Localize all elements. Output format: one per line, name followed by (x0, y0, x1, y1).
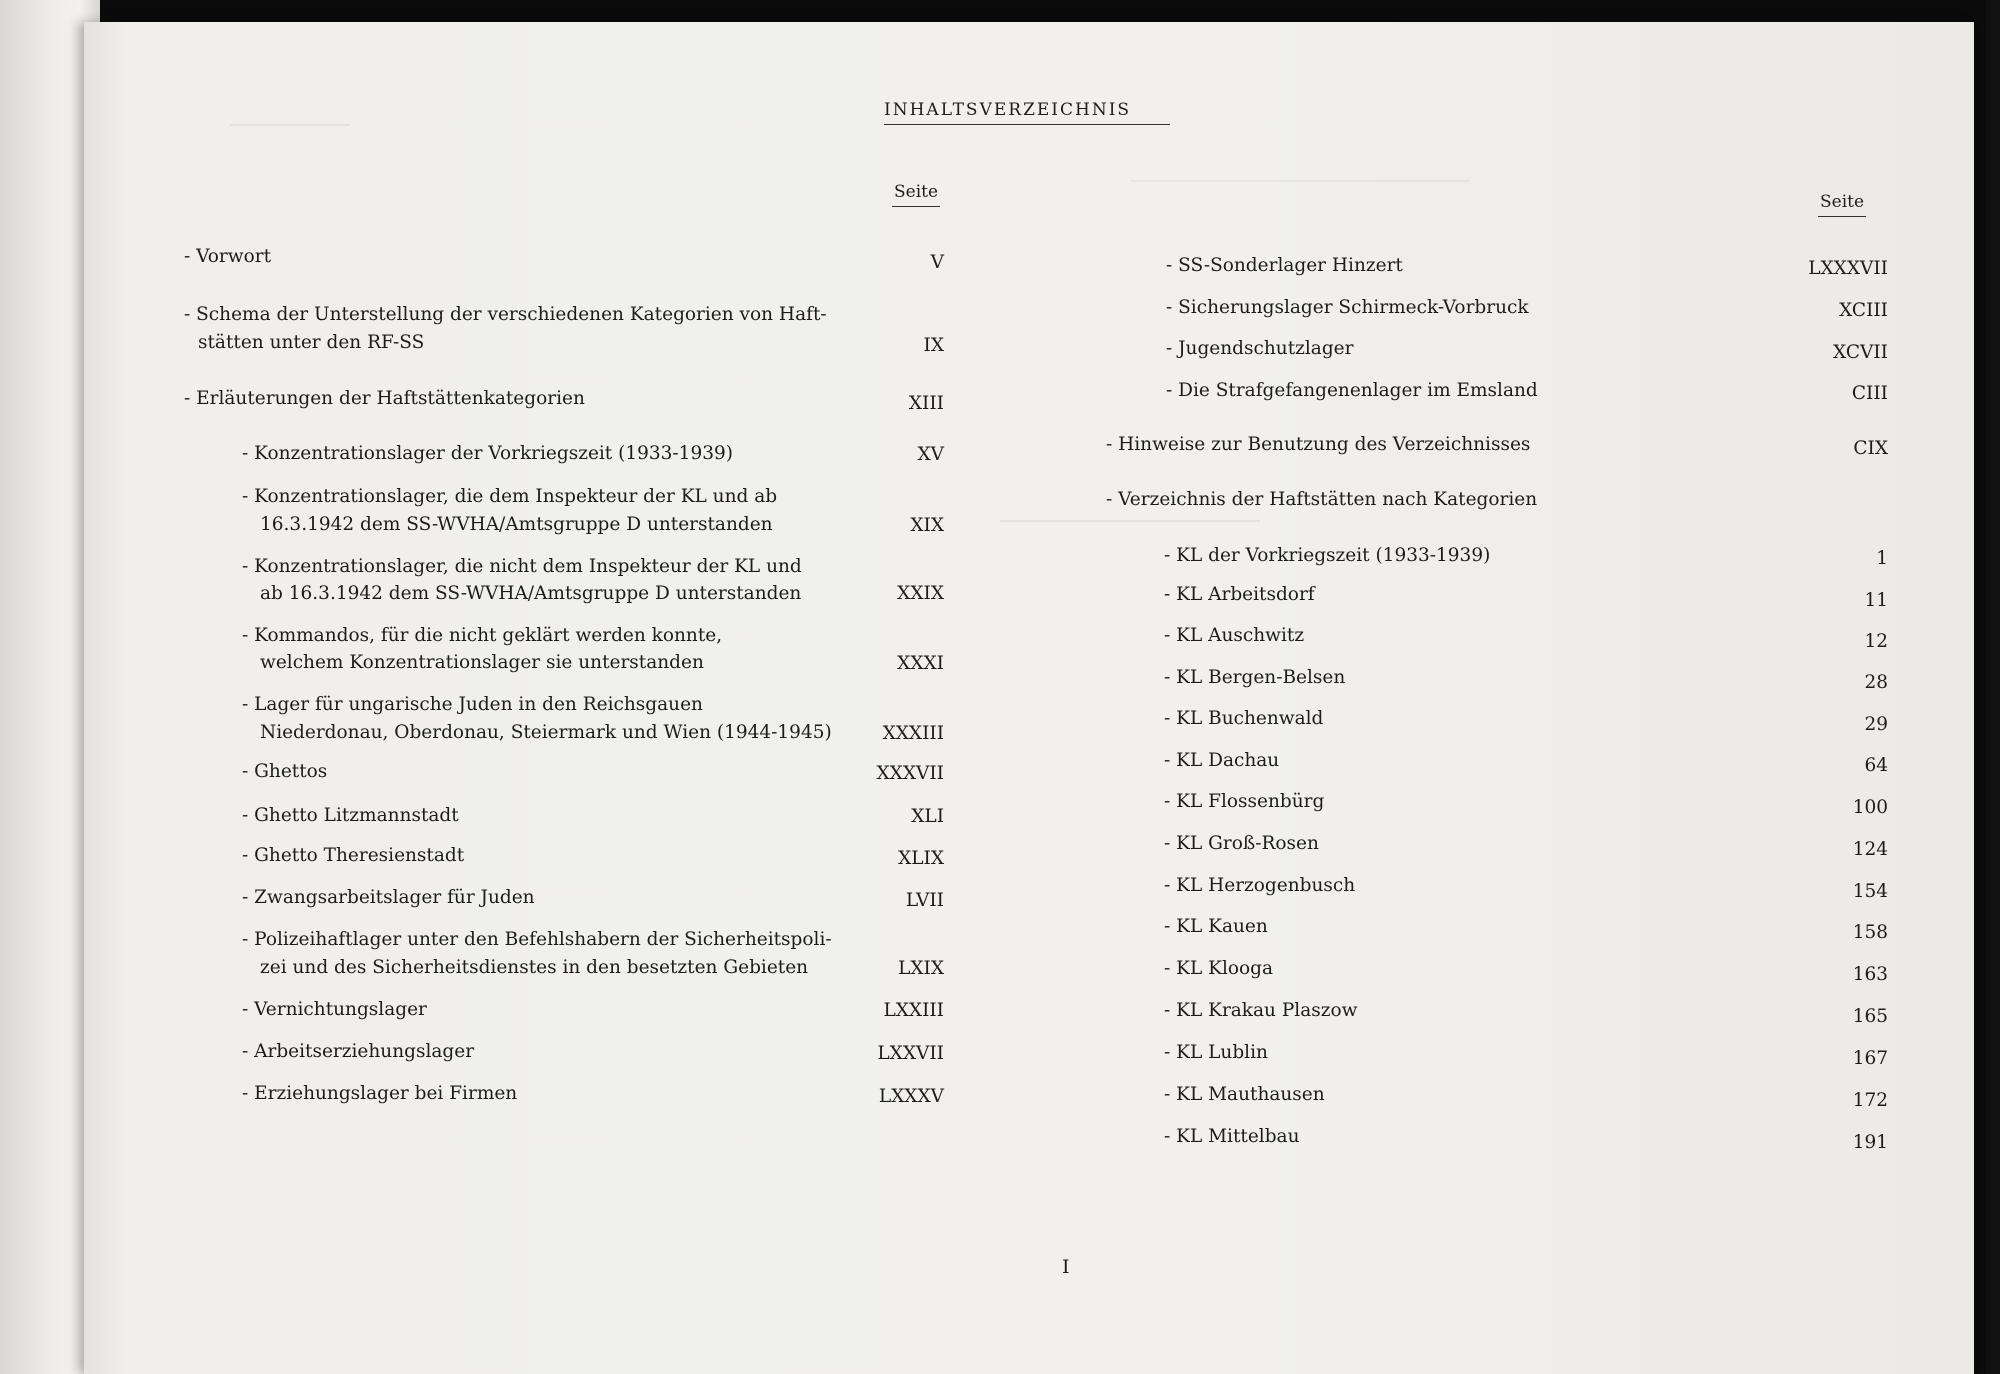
toc-entry-text: stätten unter den RF-SS (198, 332, 425, 353)
toc-entry-page: LXXXV (878, 1086, 944, 1107)
toc-entry-text: - Vorwort (184, 246, 272, 267)
toc-entry-page: XCVII (1833, 342, 1888, 363)
title-underline (884, 124, 1170, 125)
toc-entry-text: - Arbeitserziehungslager (242, 1041, 475, 1062)
toc-entry-text: - Vernichtungslager (242, 999, 427, 1020)
toc-entry-page: XLIX (898, 848, 944, 869)
toc-entry-text: - KL Klooga (1164, 958, 1274, 979)
toc-entry-page: 100 (1852, 797, 1888, 818)
toc-entry-page: CIX (1853, 438, 1888, 459)
toc-entry-text: - Kommandos, für die nicht geklärt werden konnte, (242, 625, 723, 646)
toc-entry-page: 158 (1852, 922, 1888, 943)
toc-entry-page: XIII (908, 393, 944, 414)
toc-entry-text: - KL Mittelbau (1164, 1126, 1300, 1147)
toc-entry-page: CIII (1851, 383, 1888, 404)
scan-edge (1986, 0, 2000, 1374)
toc-entry-text: - KL Buchenwald (1164, 708, 1324, 729)
toc-entry-page: 167 (1852, 1048, 1888, 1069)
toc-entry-text: - Ghetto Litzmannstadt (242, 805, 459, 826)
toc-entry-page: LXXXVII (1808, 258, 1888, 279)
toc-entry-text: - KL Arbeitsdorf (1164, 584, 1315, 605)
toc-entry-text: - Konzentrationslager, die nicht dem Inspekteur der KL und (242, 556, 802, 577)
toc-entry-text: - Die Strafgefangenenlager im Emsland (1166, 380, 1538, 401)
toc-entry-page: 11 (1864, 590, 1888, 611)
toc-entry-page: LVII (905, 890, 944, 911)
toc-entry-page: 124 (1852, 839, 1888, 860)
toc-entry-text: - KL Bergen-Belsen (1164, 667, 1346, 688)
bleed-through-mark (1130, 180, 1470, 182)
toc-entry-page: 154 (1852, 881, 1888, 902)
toc-entry-page: XV (917, 444, 944, 465)
toc-entry-page: XIX (910, 515, 944, 536)
toc-entry-text: - Konzentrationslager der Vorkriegszeit (1933-1939) (242, 443, 733, 464)
toc-entry-page: 28 (1864, 672, 1888, 693)
page-folio: I (1062, 1256, 1070, 1278)
toc-entry-text: - Sicherungslager Schirmeck-Vorbruck (1166, 297, 1529, 318)
toc-entry-text: 16.3.1942 dem SS-WVHA/Amtsgruppe D unterstanden (260, 514, 773, 535)
toc-entry-text: - KL Kauen (1164, 916, 1268, 937)
toc-entry-text: - Konzentrationslager, die dem Inspekteur der KL und ab (242, 486, 778, 507)
toc-entry-text: - KL Dachau (1164, 750, 1280, 771)
toc-entry-page: XXXIII (882, 723, 944, 744)
toc-entry-text: - KL der Vorkriegszeit (1933-1939) (1164, 545, 1491, 566)
toc-entry-text: welchem Konzentrationslager sie unterstanden (260, 652, 704, 673)
toc-entry-text: - Erziehungslager bei Firmen (242, 1083, 518, 1104)
toc-entry-page: LXXIII (883, 1000, 944, 1021)
left-column-header-underline (892, 206, 940, 207)
toc-entry-text: - Verzeichnis der Haftstätten nach Kategorien (1106, 489, 1538, 510)
toc-entry-page: 12 (1864, 631, 1888, 652)
document-title: INHALTSVERZEICHNIS (884, 100, 1132, 120)
toc-entry-text: - Schema der Unterstellung der verschiedenen Kategorien von Haft- (184, 304, 827, 325)
toc-entry-text: - KL Herzogenbusch (1164, 875, 1356, 896)
toc-entry-page: LXXVII (877, 1043, 944, 1064)
toc-entry-page: 191 (1852, 1132, 1888, 1153)
toc-entry-text: - KL Lublin (1164, 1042, 1268, 1063)
toc-entry-text: - KL Auschwitz (1164, 625, 1305, 646)
toc-entry-text: ab 16.3.1942 dem SS-WVHA/Amtsgruppe D unterstanden (260, 583, 802, 604)
toc-entry-text: - Hinweise zur Benutzung des Verzeichnisses (1106, 434, 1531, 455)
bleed-through-mark (1000, 520, 1260, 522)
toc-entry-text: - Lager für ungarische Juden in den Reichsgauen (242, 694, 703, 715)
toc-entry-text: - Ghettos (242, 761, 328, 782)
toc-entry-text: - SS-Sonderlager Hinzert (1166, 255, 1403, 276)
toc-entry-page: LXIX (898, 958, 944, 979)
toc-entry-page: 29 (1864, 714, 1888, 735)
toc-entry-page: XLI (911, 806, 944, 827)
right-column-header: Seite (1820, 192, 1865, 212)
toc-entry-page: V (930, 252, 944, 273)
bleed-through-mark (230, 124, 350, 126)
toc-entry-text: - Zwangsarbeitslager für Juden (242, 887, 535, 908)
toc-entry-page: 1 (1876, 548, 1888, 569)
right-column-header-underline (1818, 216, 1866, 217)
toc-entry-text: zei und des Sicherheitsdienstes in den besetzten Gebieten (260, 957, 809, 978)
toc-entry-page: IX (923, 335, 944, 356)
toc-entry-page: XXXI (897, 653, 944, 674)
toc-entry-page: 165 (1852, 1006, 1888, 1027)
toc-entry-text: - KL Krakau Plaszow (1164, 1000, 1358, 1021)
toc-entry-page: 172 (1852, 1090, 1888, 1111)
toc-entry-text: Niederdonau, Oberdonau, Steiermark und Wien (1944-1945) (260, 722, 832, 743)
toc-entry-text: - Ghetto Theresienstadt (242, 845, 465, 866)
left-column-header: Seite (894, 182, 939, 202)
toc-entry-text: - Jugendschutzlager (1166, 338, 1354, 359)
toc-entry-page: 64 (1864, 755, 1888, 776)
toc-entry-text: - Erläuterungen der Haftstättenkategorien (184, 388, 585, 409)
toc-entry-text: - KL Flossenbürg (1164, 791, 1325, 812)
toc-entry-page: XXIX (897, 583, 944, 604)
toc-entry-text: - KL Groß-Rosen (1164, 833, 1319, 854)
toc-entry-page: 163 (1852, 964, 1888, 985)
toc-entry-text: - Polizeihaftlager unter den Befehlshabern der Sicherheitspoli- (242, 929, 832, 950)
toc-entry-text: - KL Mauthausen (1164, 1084, 1325, 1105)
toc-entry-page: XXXVII (876, 763, 944, 784)
toc-entry-page: XCIII (1839, 300, 1888, 321)
